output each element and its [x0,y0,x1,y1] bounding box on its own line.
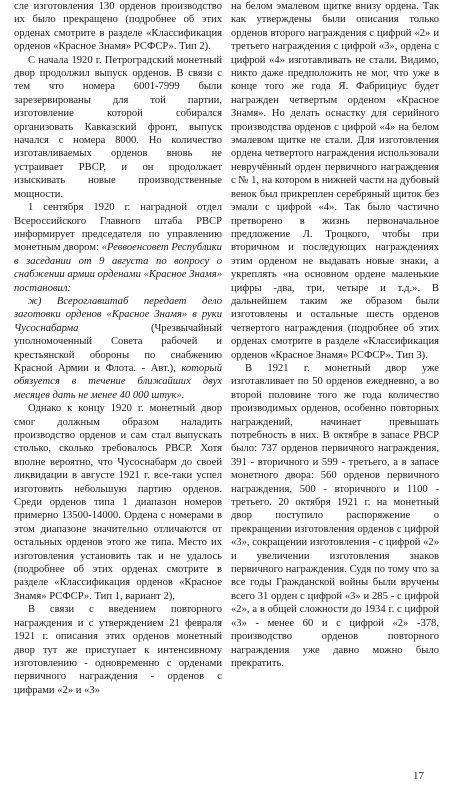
page-number: 17 [413,770,424,782]
right-column [231,0,439,670]
left-column [14,0,222,697]
right-column-paragraph: на белом эмалевом щитке внизу ордена. Так как утверждены были описания только орденов второго награждения с цифрой «2» и третьего награждения с цифрой «3», ордена с цифрой «4» изготавливать не стали. Видимо, никто даже предположить не мог, что уже в конце того же года Я. Фабрициус будет награжден четвертым орденом «Красное Знамя». Но делать оснастку для серийного производства орденов с цифрой «4» на белом эмалевом щитке не стали. Для изготовления ордена четвертого награждения использовали невручённый орден первичного награждения с № 1, на котором в нижней части на дубовый венок был прикреплен серебряный щиток без эмали с цифрой «4». Так было частично претворено в жизнь первоначальное предложение Л. Троцкого, чтобы при вторичном и последующих награждениях этим орденом не выдавать новые знаки, а укреплять «на основном ордене маленькие цифры -два, три, четыре и т.д.». В дальнейшем таким же образом были изготовлены и остальные шесть орденов четвертого награждения (подробнее об этих орденах смотрите в разделе «Классификация орденов «Красное Знамя» РСФСР». Тип 3). [231,1,439,361]
left-column-paragraph [14,201,222,295]
italic-quote: который обязуется в течение ближайших двух месяцев дать не менее 40 000 штук». [14,362,222,401]
italic-quote: ж) Всероглавштаб передает дело заготовки орденов «Красное Знамя» в руки Чусоснабарма [14,295,222,334]
left-column-paragraph [14,295,222,402]
left-column-paragraph: Однако к концу 1920 г. монетный двор смог должным образом наладить производство орденов и сам стал выпускать столько, сколько требовалось РВСР. Хотя вполне вероятно, что Чусоснабарм до своей ликвидации в августе 1921 г. все-таки успел изготовить небольшую партию орденов. Среди орденов типа 1 диапазон номеров примерно 13500-14000. Ордена с номерами в этом диапазоне значительно отличаются от остальных орденов этого же типа. Место их изготовления установить так и не удалось (подробнее об этих орденах смотрите в разделе «Классификация орденов «Красное Знамя» РСФСР». Тип 1, вариант 2), [14,403,222,602]
italic-quote: «Реввоенсовет Республики в заседании от 9 августа по вопросу о снабжении армии орденами «Красное Знамя» постановил: [14,242,222,294]
text-run: (Чрезвычайный уполномоченный Совета рабочей и крестьянской обороны по снабжению Красной Армии и Флота. - Авт.), [14,322,222,374]
right-column-paragraph: В 1921 г. монетный двор уже изготавливает по 50 орденов ежедневно, а во второй половине того же года количество производимых орденов, особенно повторных награждений, начинает превышать потребность в них. В октябре в запасе РВСР было: 737 орденов первичного награждения, 391 - вторичного и 599 - третьего, а в запасе монетного двора: 560 орденов первичного награждения, 500 - вторичного и 1100 - третьего. 20 октября 1921 г. на монетный двор поступило распоряжение о прекращении изготовления орденов с цифрой «3», сокращении изготовления - с цифрой «2» и увеличении изготовления знаков первичного награждения. Судя по тому что за все годы Гражданской войны были вручены всего 31 орден с цифрой «3» и 285 - с цифрой «2», а в общей сложности до 1934 г. с цифрой «3» - менее 60 и с цифрой «2» -378, производство орденов повторного награждения уже давно можно было прекратить. [231,362,439,669]
left-column-paragraph: С начала 1920 г. Петроградский монетный двор продолжил выпуск орденов. В связи с тем что номера 6001-7999 были зарезервированы для той партии, изготовление которой собирался организовать Кавказский фронт, выпуск начался с номера 8000. Но количество изготавливаемых орденов вновь не устраивает РВСР, и он продолжает изыскивать новые производственные мощности. [14,54,222,200]
text-run: 1 сентября 1920 г. наградной отдел Всероссийского Главного штаба РВСР информирует председателя по управлению монетным двором: [14,202,222,254]
left-column-paragraph: сле изготовления 130 орденов производство их было прекращено (подробнее об этих орденах смотрите в разделе «Классификация орденов «Красное Знамя» РСФСР». Тип 2). [14,1,222,53]
left-column-paragraph: В связи с введением повторного награждения и с утверждением 21 февраля 1921 г. описания этих орденов монетный двор тут же приступает к интенсивному изготовлению - одновременно с орденами первичного награждения - орденов с цифрами «2» и «3» [14,604,222,696]
